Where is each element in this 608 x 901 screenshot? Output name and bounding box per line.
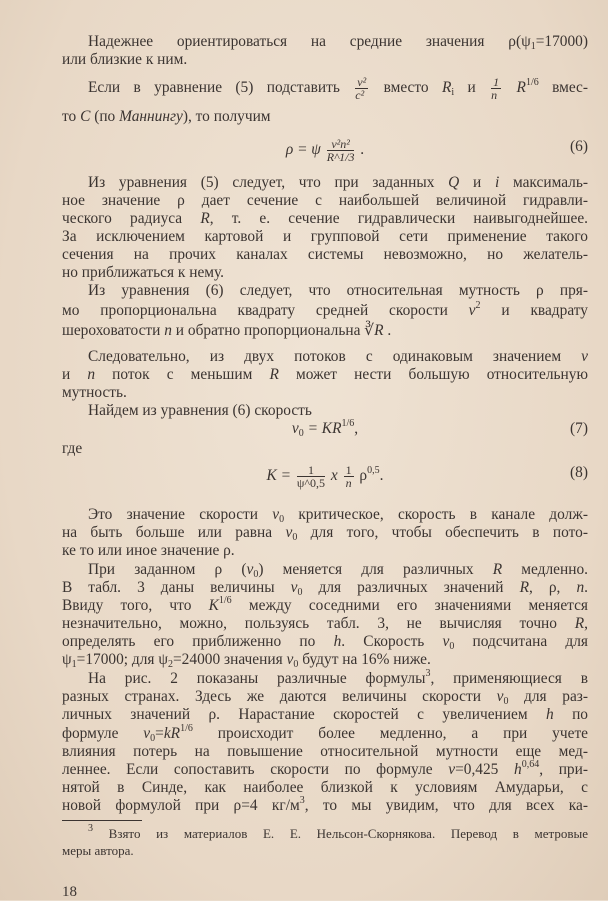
eq7-sub: 0 — [298, 428, 304, 439]
text-run: вместо — [370, 79, 442, 97]
text-run: На рис. 2 показаны различные формулы — [88, 670, 426, 687]
text-run: , применяющиеся в — [430, 670, 588, 687]
subscript: 0 — [279, 514, 285, 525]
text-run: медленно. — [502, 561, 588, 578]
text-line — [62, 670, 588, 688]
text-line — [62, 561, 588, 579]
text-run: , то мы увидим, что для всех ка- — [304, 797, 589, 814]
text-run: n — [87, 366, 96, 383]
text-run: R — [200, 210, 210, 227]
text-run: . — [584, 579, 588, 596]
text-run: меры автора. — [62, 843, 134, 858]
eq8-fraction-1 — [297, 464, 325, 489]
text-run: R — [374, 322, 384, 339]
superscript: 2 — [475, 300, 481, 311]
eq6-denominator: R^1/3 — [326, 150, 355, 164]
subscript: 0 — [293, 659, 299, 670]
text-run: мо пропорциональна квадрату средней скорости — [62, 302, 469, 319]
eq6-tail: . — [356, 141, 365, 159]
text-line — [62, 348, 588, 366]
text-line — [62, 761, 588, 779]
text-line — [62, 506, 588, 524]
text-line — [62, 366, 588, 384]
superscript: 3 — [88, 823, 93, 834]
text-run: формуле — [62, 725, 144, 742]
text-run: шероховатости — [62, 322, 165, 339]
text-run: =17000; для ψ — [76, 651, 168, 668]
text-run: мутность. — [62, 384, 127, 401]
text-run: вмес- — [538, 79, 589, 97]
superscript: 3 — [299, 795, 305, 806]
eq8-num1: 1 — [297, 464, 325, 477]
text-run: ∛ — [364, 322, 375, 339]
subscript: 0 — [297, 587, 303, 598]
text-line — [62, 174, 588, 192]
footnote-rule — [62, 820, 142, 821]
text-run: будут на 16% ниже. — [298, 651, 431, 668]
text-run: . Скорость — [341, 633, 443, 650]
eq8-sup: 0,5 — [367, 465, 380, 477]
fraction-denominator: n — [491, 88, 498, 102]
text-line — [62, 779, 588, 797]
fraction-numerator: v² — [357, 75, 367, 89]
text-run: но приближаться к нему. — [62, 264, 225, 281]
text-run: (по — [90, 108, 120, 125]
text-run: R — [574, 615, 585, 632]
text-run: R — [519, 579, 529, 596]
eq6-numerator: v²n² — [327, 138, 355, 151]
text-run: , т. е. сечение гидравлически наивыгоднейшее. — [209, 210, 588, 227]
text-run: R — [269, 366, 279, 383]
text-run: и — [459, 174, 495, 191]
text-run: критическое, скорость в канале долж- — [284, 506, 589, 523]
text-run: При заданном ρ ( — [88, 561, 247, 578]
text-run: или близкие к ним. — [62, 51, 188, 68]
text-run: поток с меньшим — [95, 366, 270, 383]
fraction-denominator: c² — [355, 88, 365, 102]
text-run: R — [441, 79, 452, 97]
text-run: n — [576, 579, 585, 596]
subscript: 1 — [71, 659, 77, 670]
text-run: v — [448, 761, 456, 778]
text-run: нятой в Синде, как наиболее близкой к условиям Амударьи, с — [62, 779, 588, 796]
text-run: Маннингу — [119, 108, 183, 125]
equation-number-6: (6) — [570, 138, 588, 155]
superscript: 0,64 — [521, 759, 540, 770]
eq7-tail: , — [354, 420, 359, 437]
eq8-x: x — [327, 467, 342, 485]
text-run: может нести большую относительную — [278, 366, 588, 383]
text-run: v — [290, 579, 298, 596]
text-run: Надежнее ориентироваться на средние значения ρ(ψ — [88, 33, 531, 50]
text-run: Ввиду того, что — [62, 597, 209, 614]
text-run: и квадрату — [480, 302, 588, 319]
text-run: =17000) — [535, 33, 588, 50]
text-run: , ρ, — [528, 579, 577, 596]
text-run: ψ — [62, 651, 72, 668]
text-run: C — [80, 108, 91, 125]
text-run: v — [143, 725, 151, 742]
text-line — [62, 384, 588, 402]
text-line — [62, 542, 588, 560]
text-run: на быть больше или равна — [62, 524, 286, 541]
text-run: h — [545, 706, 554, 723]
text-run: v — [272, 506, 280, 523]
eq6-lhs: ρ = ψ — [285, 141, 321, 159]
text-run: разных странах. Здесь же даются величины скорости — [62, 688, 497, 705]
text-run: v — [442, 633, 450, 650]
text-run: . — [383, 322, 392, 339]
text-run: ческого радиуса — [62, 210, 201, 227]
text-run: , — [584, 615, 588, 632]
subscript: 2 — [168, 659, 173, 670]
text-run: Следовательно, из двух потоков с одинаковым значением — [88, 348, 582, 365]
text-run: Из уравнения (6) следует, что относительная мутность ρ пря- — [88, 282, 588, 299]
text-run: ке то или иное значение ρ. — [62, 542, 235, 559]
subscript: 0 — [292, 532, 298, 543]
superscript: 1/6 — [525, 77, 539, 89]
text-run: влияния потерь на повышение относительной мутности еще мед- — [62, 743, 588, 760]
text-run: леннее. Если сопоставить скорости по формуле — [62, 761, 449, 778]
text-run: и — [62, 366, 88, 383]
text-line — [62, 597, 588, 615]
text-run: максималь- — [499, 174, 588, 191]
text-run: подсчитана для — [454, 633, 588, 650]
text-run: ) меняется для различных — [258, 561, 493, 578]
text-line — [62, 210, 588, 228]
text-run: для того, чтобы обеспечить в пото- — [297, 524, 588, 541]
text-run: Q — [448, 174, 460, 191]
text-line — [62, 302, 588, 320]
text-line — [62, 615, 588, 633]
eq7-rhs: = KR — [303, 420, 342, 437]
text-run: v — [496, 688, 504, 705]
text-line — [62, 579, 588, 597]
eq8-rho: ρ — [355, 467, 368, 485]
equation-8 — [62, 464, 588, 489]
eq8-end: . — [379, 467, 384, 485]
text-line — [62, 264, 588, 282]
equation-6 — [62, 138, 588, 163]
text-run: происходит более медленно, а при учете — [192, 725, 589, 742]
text-run: За исключением картовой и групповой сети применение такого — [62, 228, 588, 245]
text-line — [62, 823, 588, 842]
superscript: 1/6 — [180, 723, 193, 734]
text-run: R — [492, 561, 503, 578]
text-line — [62, 192, 588, 210]
text-run: kR — [163, 725, 181, 742]
subscript: 0 — [253, 569, 259, 580]
superscript: 3 — [425, 668, 431, 679]
text-line — [62, 282, 588, 300]
text-line — [62, 743, 588, 761]
text-run: ), то получим — [182, 108, 271, 125]
equation-7 — [62, 420, 588, 438]
text-run: v — [285, 524, 293, 541]
text-run: то — [62, 108, 81, 125]
text-line — [62, 33, 588, 51]
text-run: h — [333, 633, 342, 650]
text-run: v — [581, 348, 588, 365]
text-line — [62, 633, 588, 651]
text-line — [62, 322, 588, 340]
inline-fraction — [355, 76, 368, 101]
text-run: =24000 значения — [173, 651, 287, 668]
text-run: v — [468, 302, 476, 319]
eq8-fraction-2 — [344, 464, 354, 489]
text-run: , при- — [539, 761, 588, 778]
text-run: сечения на прочих каналах системы невозможно, но желатель- — [62, 246, 588, 263]
eq7-sup: 1/6 — [341, 418, 355, 429]
text-run: и обратно пропорциональна — [171, 322, 365, 339]
text-run: Если в уравнение (5) подставить — [88, 79, 354, 97]
subscript: 0 — [503, 696, 509, 707]
text-run: = — [155, 725, 164, 742]
page-number: 18 — [62, 884, 77, 900]
eq7-v: v — [291, 420, 299, 437]
superscript: 1/6 — [218, 595, 232, 606]
text-run: v — [286, 651, 294, 668]
text-run: В табл. 3 даны величины — [62, 579, 291, 596]
text-run: K — [208, 597, 219, 614]
text-run: v — [246, 561, 254, 578]
eq8-num2: 1 — [345, 463, 352, 477]
text-run: для раз- — [508, 688, 588, 705]
text-run: незначительно, можно, пользуясь табл. 3, не вычисляя точно — [62, 615, 575, 632]
text-run: n — [164, 322, 172, 339]
inline-fraction — [491, 76, 501, 101]
text-line — [62, 797, 588, 815]
text-run: определять его приближенно по — [62, 633, 334, 650]
text-line — [62, 51, 588, 69]
text-line — [62, 108, 588, 126]
text-run: i — [494, 174, 500, 191]
text-line — [62, 228, 588, 246]
eq8-den2: n — [345, 476, 352, 490]
eq8-den1: ψ^0,5 — [296, 476, 326, 490]
text-run: R — [503, 79, 526, 97]
text-run: личных значений ρ. Нарастание скоростей с увеличением — [62, 706, 546, 723]
text-line — [62, 843, 588, 859]
text-run: h — [514, 761, 522, 778]
eq8-lhs: K = — [266, 467, 295, 485]
text-line — [62, 402, 588, 420]
equation-number-7: (7) — [570, 420, 588, 437]
where-label: где — [62, 440, 83, 457]
text-run: =0,425 — [455, 761, 515, 778]
fraction-numerator: 1 — [493, 75, 500, 89]
text-run: по — [553, 706, 589, 723]
text-line — [62, 76, 588, 101]
text-run: Взято из материалов Е. Е. Нельсон-Скорнякова. Перевод в метровые — [93, 826, 588, 841]
text-run: Из уравнения (5) следует, что при заданных — [88, 174, 449, 191]
equation-number-8: (8) — [570, 464, 588, 481]
subscript: i — [451, 87, 455, 99]
text-run: для различных значений — [302, 579, 520, 596]
text-line — [62, 688, 588, 706]
text-run: Найдем из уравнения (6) скорость — [88, 402, 312, 419]
text-line — [62, 524, 588, 542]
subscript: 0 — [150, 733, 156, 744]
subscript: 1 — [530, 41, 536, 52]
text-run: Это значение скорости — [88, 506, 273, 523]
text-run: ное значение ρ дает сечение с наибольшей величиной гидравли- — [62, 192, 588, 209]
text-run: и — [454, 79, 490, 97]
text-line — [62, 651, 588, 669]
text-line — [62, 706, 588, 724]
text-run: между соседними его значениями меняется — [231, 597, 588, 614]
subscript: 0 — [449, 641, 455, 652]
eq6-fraction — [327, 138, 355, 163]
text-line — [62, 246, 588, 264]
text-line — [62, 725, 588, 743]
text-run: новой формулой при ρ=4 кг/м — [62, 797, 300, 814]
